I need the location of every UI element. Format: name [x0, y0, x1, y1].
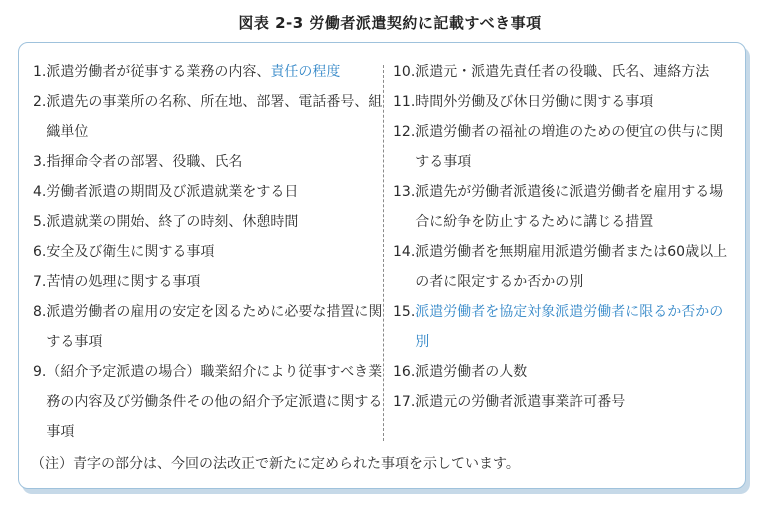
- item-text: [415, 387, 731, 417]
- list-item: [33, 57, 383, 87]
- item-text: [46, 147, 383, 177]
- item-text: [46, 357, 383, 447]
- list-item: [33, 207, 383, 237]
- item-number: 2.: [33, 94, 47, 110]
- item-text-main: 派遣労働者が従事する業務の内容、: [46, 64, 271, 80]
- item-text-main: 派遣先が労働者派遣後に派遣労働者を雇用する場合に紛争を防止するために講じる措置: [415, 184, 724, 230]
- item-number: 7.: [33, 274, 47, 290]
- item-text: [415, 297, 731, 357]
- footnote: （注）青字の部分は、今回の法改正で新たに定められた事項を示しています。: [31, 456, 520, 472]
- item-number: 13.: [393, 184, 416, 200]
- item-text-main: 派遣労働者の人数: [415, 364, 528, 380]
- item-number: 9.: [33, 364, 47, 380]
- item-text: [46, 267, 383, 297]
- item-number: 3.: [33, 154, 47, 170]
- item-text-main: 派遣先の事業所の名称、所在地、部署、電話番号、組織単位: [46, 94, 383, 140]
- item-text-main: （紹介予定派遣の場合）職業紹介により従事すべき業務の内容及び労働条件その他の紹介予定派遣に関する事項: [46, 364, 383, 440]
- item-number: 4.: [33, 184, 47, 200]
- list-item: [393, 57, 731, 87]
- item-number: 1.: [33, 64, 47, 80]
- list-item: [393, 237, 731, 297]
- item-number: 5.: [33, 214, 47, 230]
- item-text: [415, 177, 731, 237]
- right-item-list: [393, 57, 731, 417]
- item-text: [46, 297, 383, 357]
- item-text: [415, 57, 731, 87]
- item-text-main: 派遣元の労働者派遣事業許可番号: [415, 394, 626, 410]
- column-divider: [383, 65, 384, 441]
- item-text-main: 派遣労働者を協定対象派遣労働者に限るか否かの別: [415, 304, 724, 350]
- item-text-main: 派遣就業の開始、終了の時刻、休憩時間: [46, 214, 299, 230]
- item-number: 15.: [393, 304, 416, 320]
- item-text-main: 派遣労働者の福祉の増進のための便宜の供与に関する事項: [415, 124, 724, 170]
- item-text: [46, 207, 383, 237]
- list-item: [33, 147, 383, 177]
- item-text: [46, 237, 383, 267]
- list-item: [33, 177, 383, 207]
- list-item: [393, 177, 731, 237]
- item-text: [46, 87, 383, 147]
- figure-title: 図表 2-3 労働者派遣契約に記載すべき事項: [238, 14, 542, 32]
- left-item-list: [33, 57, 383, 447]
- list-item: [393, 87, 731, 117]
- item-text-main: 安全及び衛生に関する事項: [46, 244, 215, 260]
- item-text-main: 苦情の処理に関する事項: [46, 274, 201, 290]
- item-text: [415, 117, 731, 177]
- list-item: [393, 387, 731, 417]
- item-text: [415, 87, 731, 117]
- item-number: 8.: [33, 304, 47, 320]
- item-number: 16.: [393, 364, 416, 380]
- list-item: [33, 87, 383, 147]
- list-item: [33, 357, 383, 447]
- list-item: [393, 357, 731, 387]
- item-text: [415, 357, 731, 387]
- item-text-main: 派遣元・派遣先責任者の役職、氏名、連絡方法: [415, 64, 710, 80]
- item-text-main: 派遣労働者の雇用の安定を図るために必要な措置に関する事項: [46, 304, 383, 350]
- item-text-main: 派遣労働者を無期雇用派遣労働者または60歳以上の者に限定するか否かの別: [415, 244, 728, 290]
- item-text-main: 時間外労働及び休日労働に関する事項: [415, 94, 654, 110]
- contract-items-box: [18, 42, 746, 489]
- item-number: 11.: [393, 94, 416, 110]
- item-text: [46, 57, 383, 87]
- list-item: [393, 297, 731, 357]
- item-number: 6.: [33, 244, 47, 260]
- item-number: 12.: [393, 124, 416, 140]
- item-text-highlight: 責任の程度: [270, 64, 341, 80]
- item-text: [46, 177, 383, 207]
- list-item: [33, 297, 383, 357]
- item-number: 17.: [393, 394, 416, 410]
- item-number: 10.: [393, 64, 416, 80]
- list-item: [393, 117, 731, 177]
- item-text-main: 指揮命令者の部署、役職、氏名: [46, 154, 243, 170]
- item-text: [415, 237, 731, 297]
- item-number: 14.: [393, 244, 416, 260]
- list-item: [33, 267, 383, 297]
- item-text-main: 労働者派遣の期間及び派遣就業をする日: [46, 184, 299, 200]
- list-item: [33, 237, 383, 267]
